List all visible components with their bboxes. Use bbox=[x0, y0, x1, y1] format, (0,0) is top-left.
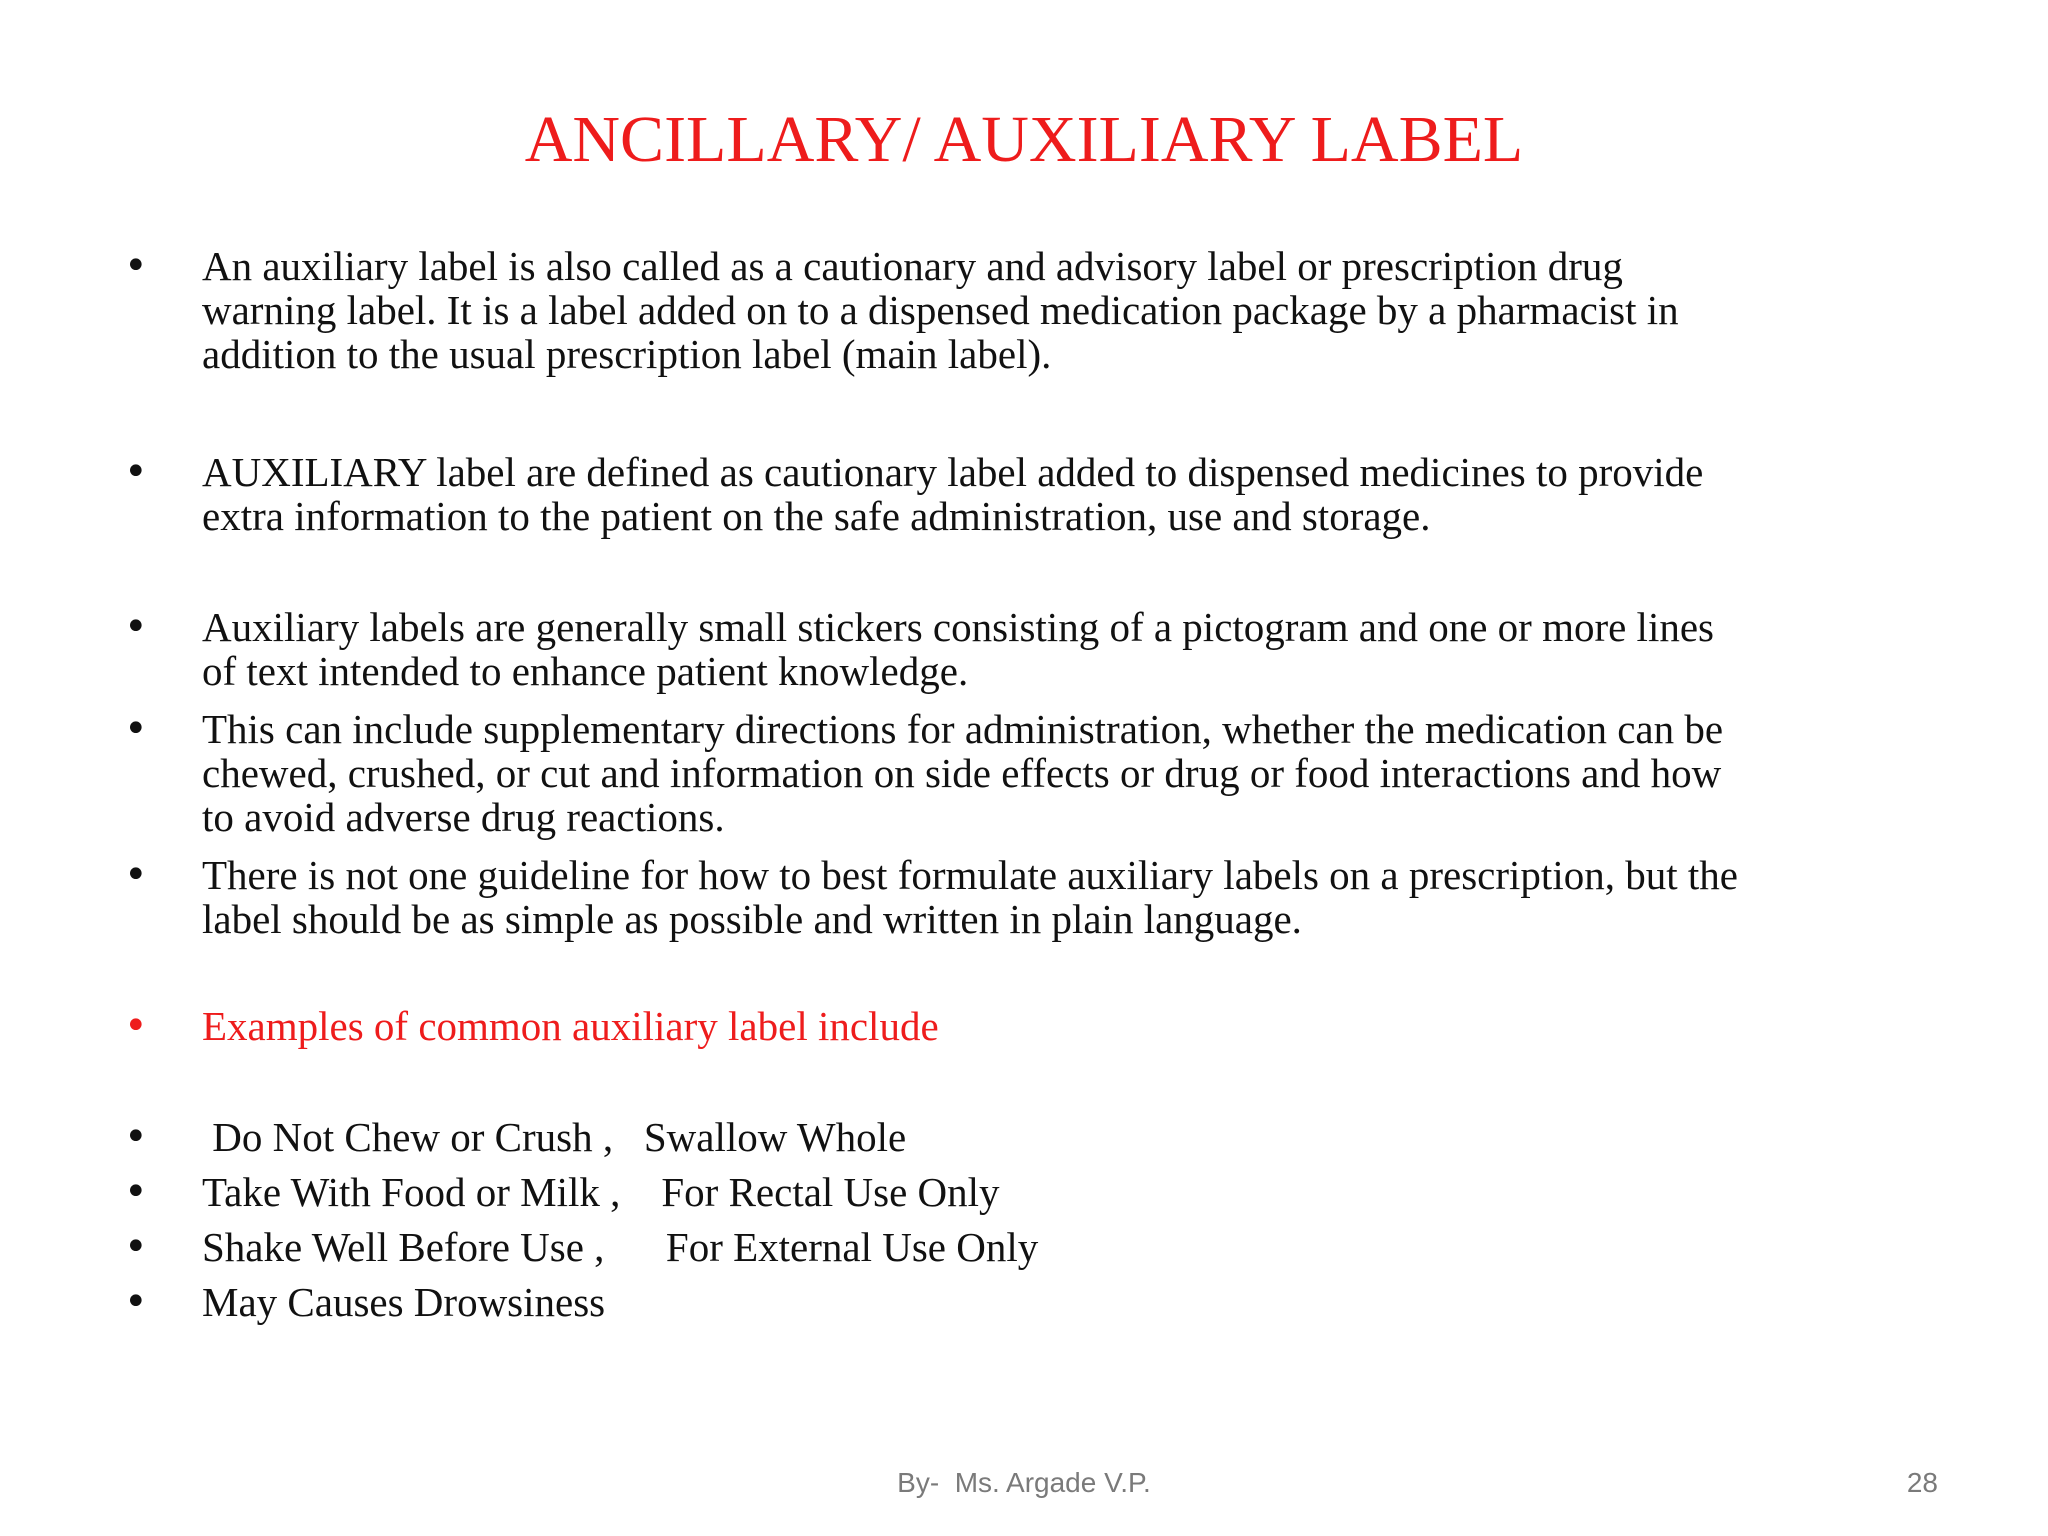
bullet-marker: • bbox=[124, 1003, 148, 1049]
bullet-marker: • bbox=[124, 852, 148, 898]
bullet-marker: • bbox=[124, 1114, 148, 1160]
bullet-text: This can include supplementary directions for administration, whether the medication can be chewed, crushed, or cut and information on side effects or drug or food interactions and how to avoid adverse drug reactions. bbox=[202, 706, 1724, 840]
bullet-text: Do Not Chew or Crush , Swallow Whole bbox=[202, 1114, 907, 1160]
bullet-text: There is not one guideline for how to best formulate auxiliary labels on a prescription, but the label should be as simple as possible and written in plain language. bbox=[202, 852, 1738, 942]
bullet-marker: • bbox=[124, 243, 148, 289]
bullet-marker: • bbox=[124, 604, 148, 650]
bullet-text: Auxiliary labels are generally small stickers consisting of a pictogram and one or more lines of text intended to enhance patient knowledge. bbox=[202, 604, 1714, 694]
bullet-marker: • bbox=[124, 449, 148, 495]
bullet-text: May Causes Drowsiness bbox=[202, 1279, 606, 1325]
bullet-marker: • bbox=[124, 1224, 148, 1270]
bullet-text: Shake Well Before Use , For External Use Only bbox=[202, 1224, 1039, 1270]
bullet-text: Examples of common auxiliary label include bbox=[202, 1003, 939, 1049]
bullet-text: An auxiliary label is also called as a cautionary and advisory label or prescription drug warning label. It is a label added on to a dispensed medication package by a pharmacist in addition to the usual prescription label (main label). bbox=[202, 243, 1679, 377]
bullet-text: Take With Food or Milk , For Rectal Use Only bbox=[202, 1169, 1000, 1215]
bullet-marker: • bbox=[124, 1169, 148, 1215]
bullet-text: AUXILIARY label are defined as cautionary label added to dispensed medicines to provide extra information to the patient on the safe administration, use and storage. bbox=[202, 449, 1704, 539]
bullet-marker: • bbox=[124, 706, 148, 752]
footer-author: By- Ms. Argade V.P. bbox=[897, 1467, 1151, 1498]
slide-title: ANCILLARY/ AUXILIARY LABEL bbox=[524, 103, 1524, 176]
bullet-marker: • bbox=[124, 1279, 148, 1325]
page-number: 28 bbox=[1906, 1467, 1938, 1498]
